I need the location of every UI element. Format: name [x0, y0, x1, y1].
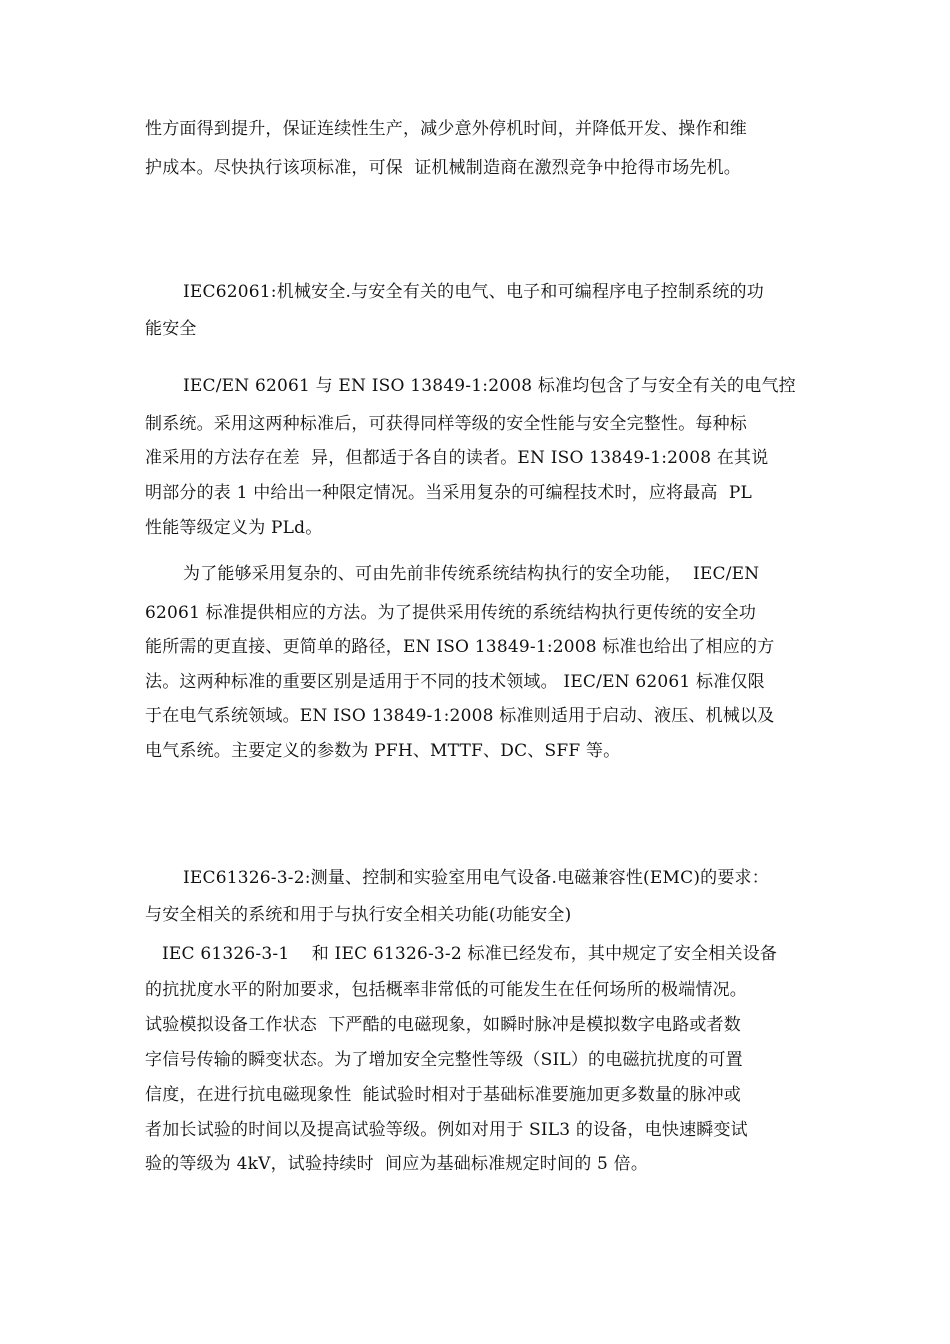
paragraph-line: IEC 61326-3-1 和 IEC 61326-3-2 标准已经发布，其中规定了安全相关设备 — [162, 944, 778, 964]
section-heading-line: 与安全相关的系统和用于与执行安全相关功能(功能安全) — [145, 905, 572, 925]
paragraph-line: 为了能够采用复杂的、可由先前非传统系统结构执行的安全功能， IEC/EN — [183, 564, 760, 584]
paragraph-line: 者加长试验的时间以及提高试验等级。例如对用于 SIL3 的设备，电快速瞬变试 — [145, 1120, 748, 1140]
paragraph-line: 电气系统。主要定义的参数为 PFH、MTTF、DC、SFF 等。 — [145, 741, 621, 761]
paragraph-line: 制系统。采用这两种标准后，可获得同样等级的安全性能与安全完整性。每种标 — [145, 414, 747, 434]
section-heading-line: IEC62061:机械安全.与安全有关的电气、电子和可编程序电子控制系统的功 — [183, 282, 764, 302]
paragraph-line: 明部分的表 1 中给出一种限定情况。当采用复杂的可编程技术时，应将最高 PL — [145, 483, 752, 503]
paragraph-line: 性能等级定义为 PLd。 — [145, 518, 323, 538]
paragraph-line: 试验模拟设备工作状态 下严酷的电磁现象，如瞬时脉冲是模拟数字电路或者数 — [145, 1015, 742, 1035]
paragraph-line: 信度，在进行抗电磁现象性 能试验时相对于基础标准要施加更多数量的脉冲或 — [145, 1085, 742, 1105]
paragraph-line: 的抗扰度水平的附加要求，包括概率非常低的可能发生在任何场所的极端情况。 — [145, 980, 747, 1000]
paragraph-line: 性方面得到提升，保证连续性生产，减少意外停机时间，并降低开发、操作和维 — [145, 119, 747, 139]
paragraph-line: 护成本。尽快执行该项标准，可保 证机械制造商在激烈竞争中抢得市场先机。 — [145, 158, 742, 178]
paragraph-line: IEC/EN 62061 与 EN ISO 13849-1:2008 标准均包含了与安全有关的电气控 — [183, 376, 796, 396]
paragraph-line: 能所需的更直接、更简单的路径，EN ISO 13849-1:2008 标准也给出了相应的方 — [145, 637, 775, 657]
paragraph-line: 法。这两种标准的重要区别是适用于不同的技术领域。 IEC/EN 62061 标准仅限 — [145, 672, 765, 692]
paragraph-line: 字信号传输的瞬变状态。为了增加安全完整性等级（SIL）的电磁抗扰度的可置 — [145, 1050, 743, 1070]
paragraph-line: 62061 标准提供相应的方法。为了提供采用传统的系统结构执行更传统的安全功 — [145, 603, 757, 623]
section-heading-line: IEC61326-3-2:测量、控制和实验室用电气设备.电磁兼容性(EMC)的要求： — [183, 868, 769, 888]
paragraph-line: 验的等级为 4kV，试验持续时 间应为基础标准规定时间的 5 倍。 — [145, 1154, 649, 1174]
section-heading-line: 能安全 — [145, 319, 197, 339]
paragraph-line: 于在电气系统领域。EN ISO 13849-1:2008 标准则适用于启动、液压、机械以及 — [145, 706, 775, 726]
paragraph-line: 准采用的方法存在差 异，但都适于各自的读者。EN ISO 13849-1:2008 在其说 — [145, 448, 769, 468]
